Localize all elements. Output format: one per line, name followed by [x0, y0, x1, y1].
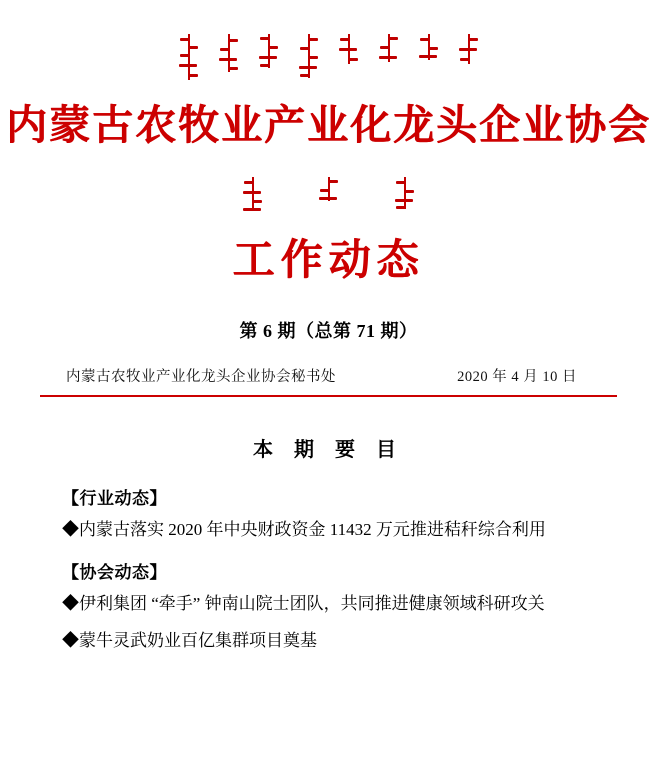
mongolian-glyph — [341, 34, 357, 64]
mongolian-glyph — [461, 34, 477, 64]
publication-meta — [0, 365, 657, 386]
mongolian-word — [341, 34, 357, 64]
mongolian-glyph — [301, 34, 317, 78]
mongolian-glyph — [181, 34, 197, 80]
mongolian-glyph — [261, 34, 277, 68]
list-item[interactable]: ◆伊利集团 “牵手” 钟南山院士团队，共同推进健康领域科研攻关 — [62, 594, 545, 614]
publication-date: 2020 年 4 月 10 日 — [457, 369, 577, 385]
mongolian-word — [421, 34, 437, 60]
mongolian-word — [397, 177, 413, 209]
mongolian-title-line-2 — [0, 177, 657, 211]
mongolian-word — [461, 34, 477, 64]
publisher-name: 内蒙古农牧业产业化龙头企业协会秘书处 — [66, 369, 336, 385]
mongolian-word — [321, 177, 337, 201]
mongolian-glyph — [421, 34, 437, 60]
section-industry-news — [0, 484, 657, 546]
mongolian-word — [261, 34, 277, 68]
mongolian-word — [245, 177, 261, 211]
issue-number: 第 6 期（总第 71 期） — [239, 321, 418, 341]
list-item[interactable]: ◆内蒙古落实 2020 年中央财政资金 11432 万元推进秸秆综合利用 — [62, 520, 546, 539]
section-association-news — [0, 558, 657, 657]
list-item[interactable]: ◆蒙牛灵武奶业百亿集群项目奠基 — [62, 631, 317, 651]
mongolian-glyph — [221, 34, 237, 72]
section-heading: 【协会动态】 — [62, 563, 167, 583]
document-subtitle: 工作动态 — [232, 238, 425, 284]
mongolian-word — [301, 34, 317, 78]
mongolian-glyph — [321, 177, 337, 201]
header-divider — [40, 395, 617, 397]
mongolian-word — [181, 34, 197, 80]
section-heading: 【行业动态】 — [62, 489, 167, 508]
mongolian-glyph — [245, 177, 261, 211]
contents-title: 本 期 要 目 — [253, 439, 404, 461]
mongolian-title-line-1 — [0, 0, 657, 80]
document-title: 内蒙古农牧业产业化龙头企业协会 — [6, 102, 651, 148]
mongolian-glyph — [397, 177, 413, 209]
mongolian-word — [221, 34, 237, 72]
mongolian-word — [381, 34, 397, 62]
mongolian-glyph — [381, 34, 397, 62]
